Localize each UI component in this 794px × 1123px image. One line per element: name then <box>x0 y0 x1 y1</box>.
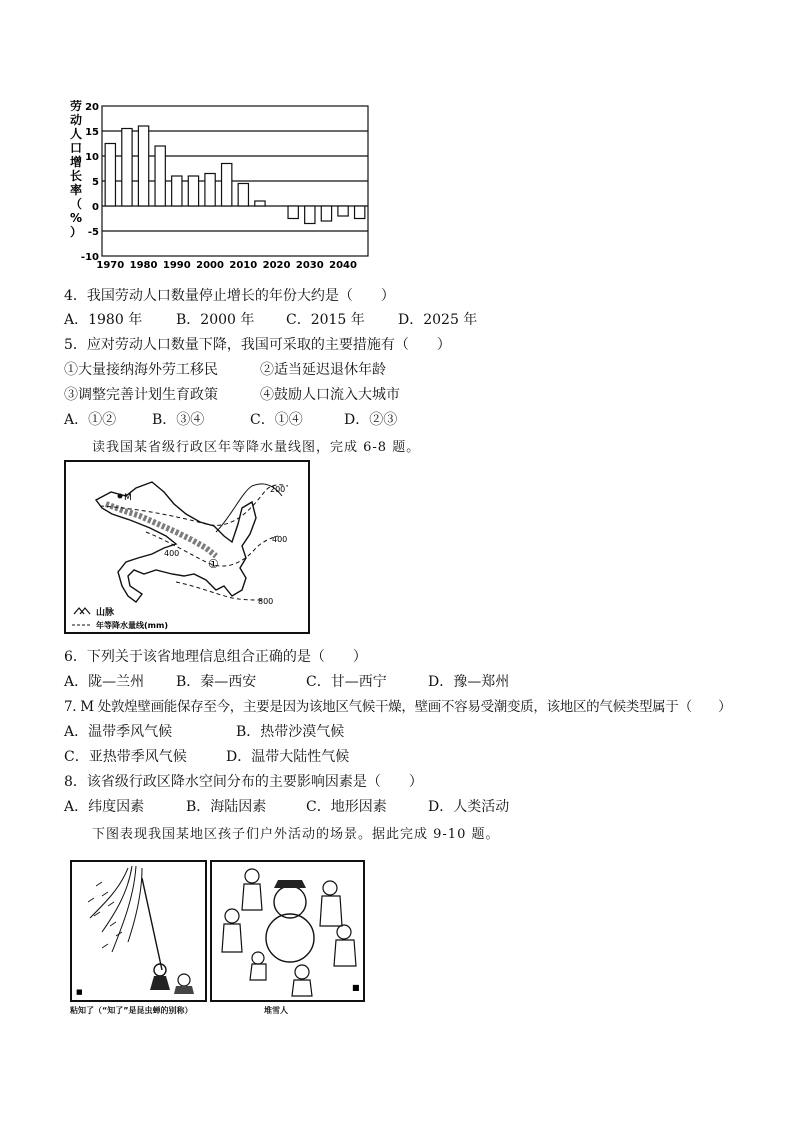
y-axis-label-char: 人 <box>69 127 83 141</box>
left-cartoon-caption: 粘知了（“知了”是昆虫蝉的别称） <box>70 1006 193 1015</box>
bar <box>205 174 215 207</box>
mountain-icon <box>74 608 90 614</box>
q8-option-d[interactable]: D．人类活动 <box>428 799 510 815</box>
q8-option-a[interactable]: A．纬度因素 <box>64 799 145 815</box>
q4-option-a[interactable]: A．1980 年 <box>64 312 143 328</box>
labor-growth-chart <box>62 100 382 272</box>
q7-option-c[interactable]: C．亚热带季风气候 <box>64 749 187 765</box>
x-tick-label: 2020 <box>262 260 291 271</box>
y-axis-label <box>70 100 82 239</box>
q5-statement-1: ①大量接纳海外劳工移民 <box>64 362 218 378</box>
cartoon-catching-cicadas <box>70 860 207 1002</box>
y-axis-label-char: 口 <box>69 141 83 155</box>
legend-isohyet-label: 年等降水量线(mm) <box>96 621 168 630</box>
cartoon-building-snowman <box>210 860 365 1002</box>
right-cartoon-caption: 堆雪人 <box>264 1006 288 1015</box>
y-tick-label: 0 <box>92 202 99 213</box>
bar <box>305 206 315 224</box>
q7-option-d[interactable]: D．温带大陆性气候 <box>226 749 350 765</box>
q6-option-c[interactable]: C．甘—西宁 <box>306 674 387 690</box>
y-tick-label: -10 <box>80 252 99 263</box>
y-axis-label-char: 长 <box>69 169 83 183</box>
y-axis-label-char: 劳 <box>69 100 83 113</box>
y-axis-label-char: 增 <box>69 155 83 169</box>
q6-stem: 6．下列关于该省地理信息组合正确的是（ ） <box>64 649 367 665</box>
x-tick-label: 1990 <box>162 260 191 271</box>
bar <box>105 144 115 207</box>
bar <box>172 176 182 206</box>
y-tick-label: 10 <box>85 152 99 163</box>
bar <box>321 206 331 221</box>
q6-option-a[interactable]: A．陇—兰州 <box>64 674 145 690</box>
q5-option-c[interactable]: C．①④ <box>250 412 303 428</box>
bar <box>188 176 198 206</box>
x-tick-label: 2040 <box>329 260 357 271</box>
bar <box>288 206 298 219</box>
y-axis-label-char: % <box>69 211 83 225</box>
y-tick-label: 15 <box>85 127 99 138</box>
bar <box>222 164 232 207</box>
province-outline <box>96 482 256 602</box>
q8-option-c[interactable]: C．地形因素 <box>306 799 387 815</box>
q5-option-d[interactable]: D．②③ <box>344 412 398 428</box>
y-axis-label-char: （ <box>69 197 83 211</box>
q5-stem: 5．应对劳动人口数量下降，我国可采取的主要措施有（ ） <box>64 337 451 353</box>
q5-statement-2: ②适当延迟退休年龄 <box>260 362 386 378</box>
intro-9-10: 下图表现我国某地区孩子们户外活动的场景。据此完成 9-10 题。 <box>92 827 500 842</box>
y-tick-label: -5 <box>87 227 99 238</box>
q4-stem: 4．我国劳动人口数量停止增长的年份大约是（ ） <box>64 288 395 304</box>
isohyet-800-label: 800 <box>258 597 274 606</box>
cartoon-right-drawing <box>212 862 363 1000</box>
q5-statement-3: ③调整完善计划生育政策 <box>64 387 218 403</box>
bar <box>338 206 348 216</box>
chart-bars <box>105 126 365 224</box>
q8-option-b[interactable]: B．海陆因素 <box>186 799 267 815</box>
m-label: M <box>124 493 132 503</box>
x-tick-labels <box>96 260 357 271</box>
artist-seal: ■ <box>352 982 360 992</box>
x-tick-label: 1970 <box>96 260 125 271</box>
intro-6-8: 读我国某省级行政区年等降水量线图，完成 6-8 题。 <box>92 440 421 455</box>
isohyet-800 <box>176 582 262 600</box>
q7-option-a[interactable]: A．温带季风气候 <box>64 724 173 740</box>
y-tick-label: 20 <box>85 102 99 113</box>
x-tick-label: 2010 <box>229 260 258 271</box>
y-axis-label-char: 率 <box>69 183 83 197</box>
cartoon-left-drawing <box>72 862 205 1000</box>
bar <box>238 184 248 207</box>
y-axis-label-char: ） <box>69 225 83 239</box>
marker-circle-1: ① <box>208 557 219 571</box>
q6-option-d[interactable]: D．豫—郑州 <box>428 674 510 690</box>
isohyet-400-label-west: 400 <box>164 549 180 558</box>
q8-stem: 8．该省级行政区降水空间分布的主要影响因素是（ ） <box>64 774 423 790</box>
bar <box>122 129 132 207</box>
y-tick-labels <box>81 102 99 263</box>
bar <box>255 201 265 206</box>
mountain-band <box>106 504 216 556</box>
city-m-dot <box>118 494 123 499</box>
y-axis-label-char: 动 <box>69 113 83 127</box>
q5-statement-4: ④鼓励人口流入大城市 <box>260 387 400 403</box>
q4-option-c[interactable]: C．2015 年 <box>286 312 365 328</box>
x-tick-label: 2000 <box>196 260 224 271</box>
q7-stem: 7. M 处敦煌壁画能保存至今，主要是因为该地区气候干燥，壁画不容易受潮变质，该地区的气候类型属于（ ） <box>64 699 732 715</box>
q5-option-a[interactable]: A．①② <box>64 412 117 428</box>
q5-option-b[interactable]: B．③④ <box>152 412 205 428</box>
bar <box>155 146 165 206</box>
bar <box>355 206 365 219</box>
q4-option-d[interactable]: D．2025 年 <box>398 312 478 328</box>
isohyet-200-label: 200 <box>270 485 286 494</box>
map-drawing <box>66 462 308 632</box>
legend-mountain-label: 山脉 <box>96 608 115 618</box>
q7-option-b[interactable]: B．热带沙漠气候 <box>236 724 345 740</box>
q6-option-b[interactable]: B．秦—西安 <box>176 674 257 690</box>
bar <box>138 126 148 206</box>
x-tick-label: 1980 <box>129 260 158 271</box>
x-tick-label: 2030 <box>295 260 324 271</box>
isohyet-400-label-east: 400 <box>272 535 288 544</box>
artist-mark: ■ <box>76 987 83 996</box>
province-precipitation-map <box>64 460 310 634</box>
y-tick-label: 5 <box>92 177 99 188</box>
q4-option-b[interactable]: B．2000 年 <box>176 312 255 328</box>
